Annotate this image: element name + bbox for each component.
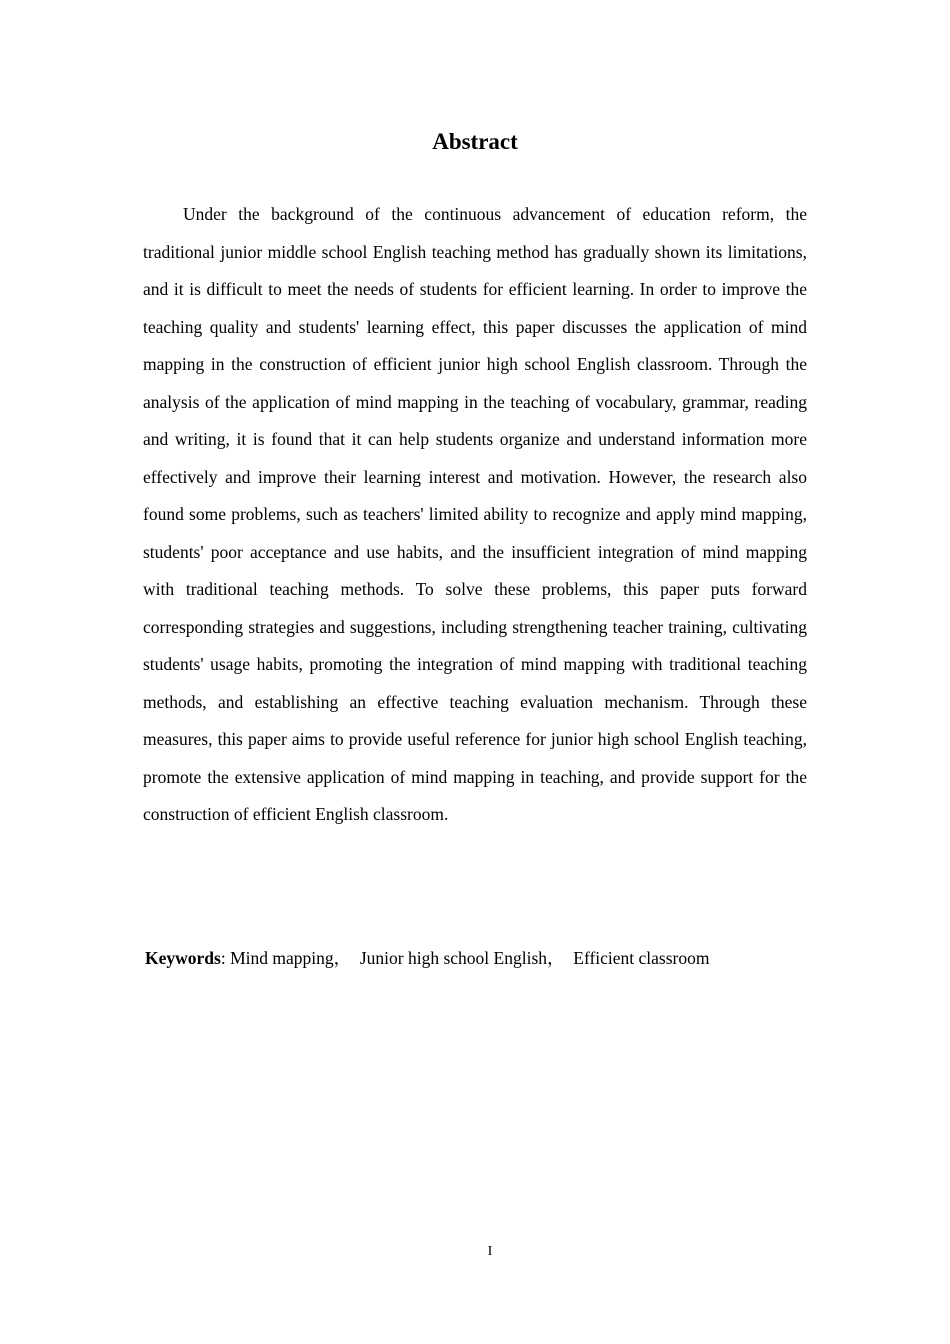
keywords-list: : Mind mapping， Junior high school English， Efficient classroom [220,948,710,968]
keywords-line [145,942,845,974]
abstract-paragraph: Under the background of the continuous advancement of education reform, the traditional junior middle school English teaching method has gradually shown its limitations, and it is difficult to meet the needs of students for efficient learning. In order to improve the teaching quality and students' learning effect, this paper discusses the application of mind mapping in the construction of efficient junior high school English classroom. Through the analysis of the application of mind mapping in the teaching of vocabulary, grammar, reading and writing, it is found that it can help students organize and understand information more effectively and improve their learning interest and motivation. However, the research also found some problems, such as teachers' limited ability to recognize and apply mind mapping, students' poor acceptance and use habits, and the insufficient integration of mind mapping with traditional teaching methods. To solve these problems, this paper puts forward corresponding strategies and suggestions, including strengthening teacher training, cultivating students' usage habits, promoting the integration of mind mapping with traditional teaching methods, and establishing an effective teaching evaluation mechanism. Through these measures, this paper aims to provide useful reference for junior high school English teaching, promote the extensive application of mind mapping in teaching, and provide support for the construction of efficient English classroom. [143,204,807,824]
abstract-title: Abstract [432,129,518,154]
keywords-label: Keywords [145,948,221,968]
page-number: I [487,1244,493,1259]
